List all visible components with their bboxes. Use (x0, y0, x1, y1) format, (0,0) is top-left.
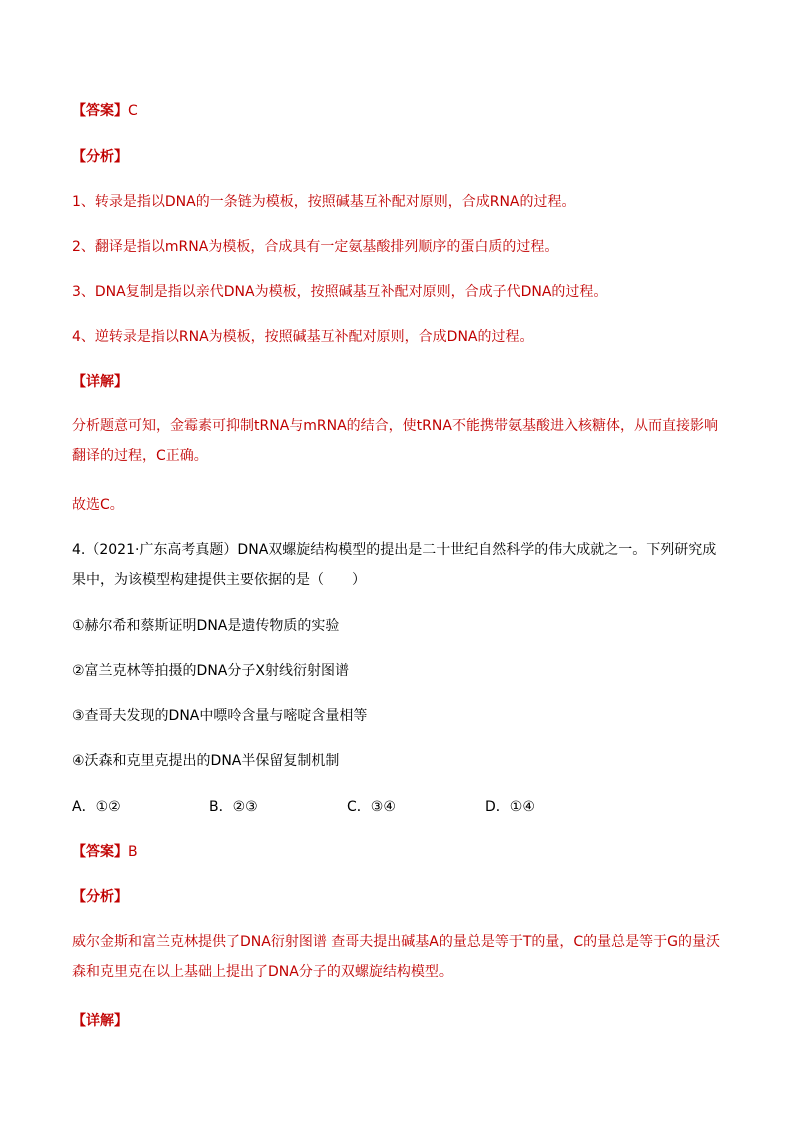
analysis-item-3: 3、DNA复制是指以亲代DNA为模板，按照碱基互补配对原则，合成子代DNA的过程。 (72, 284, 608, 300)
detail-text-1: 分析题意可知，金霉素可抑制tRNA与mRNA的结合，使tRNA不能携带氨基酸进入核糖体，从而直接影响翻译的过程，C正确。 (72, 418, 718, 464)
answer-heading-2 (72, 842, 138, 862)
detail-heading-1: 【详解】 (72, 374, 128, 390)
answer-value: C (128, 103, 138, 119)
document-page (72, 0, 722, 1123)
choose-text-1: 故选C。 (72, 497, 124, 513)
question-item-3: ③查哥夫发现的DNA中嘌呤含量与嘧啶含量相等 (72, 708, 368, 724)
answer-heading-1 (72, 101, 138, 121)
question-options (72, 797, 722, 817)
analysis-heading-2: 【分析】 (72, 889, 128, 905)
question-4-stem: 4.（2021·广东高考真题）DNA双螺旋结构模型的提出是二十世纪自然科学的伟大成就之一。下列研究成果中，为该模型构建提供主要依据的是（ ） (72, 542, 717, 588)
analysis-item-4: 4、逆转录是指以RNA为模板，按照碱基互补配对原则，合成DNA的过程。 (72, 329, 534, 345)
answer-label: 【答案】 (72, 844, 128, 860)
analysis-heading-1: 【分析】 (72, 149, 128, 165)
analysis-text-2: 威尔金斯和富兰克林提供了DNA衍射图谱 查哥夫提出碱基A的量总是等于T的量，C的量总是等于G的量沃森和克里克在以上基础上提出了DNA分子的双螺旋结构模型。 (72, 934, 721, 980)
answer-value: B (128, 844, 138, 860)
question-item-2: ②富兰克林等拍摄的DNA分子X射线衍射图谱 (72, 663, 349, 679)
detail-heading-2: 【详解】 (72, 1013, 128, 1029)
analysis-item-1: 1、转录是指以DNA的一条链为模板，按照碱基互补配对原则，合成RNA的过程。 (72, 194, 576, 210)
option-c: C．③④ (347, 799, 396, 815)
question-item-4: ④沃森和克里克提出的DNA半保留复制机制 (72, 753, 340, 769)
option-a: A．①② (72, 799, 121, 815)
option-b: B．②③ (209, 799, 258, 815)
option-d: D．①④ (485, 799, 535, 815)
question-item-1: ①赫尔希和蔡斯证明DNA是遗传物质的实验 (72, 618, 340, 634)
answer-label: 【答案】 (72, 103, 128, 119)
analysis-item-2: 2、翻译是指以mRNA为模板，合成具有一定氨基酸排列顺序的蛋白质的过程。 (72, 239, 559, 255)
